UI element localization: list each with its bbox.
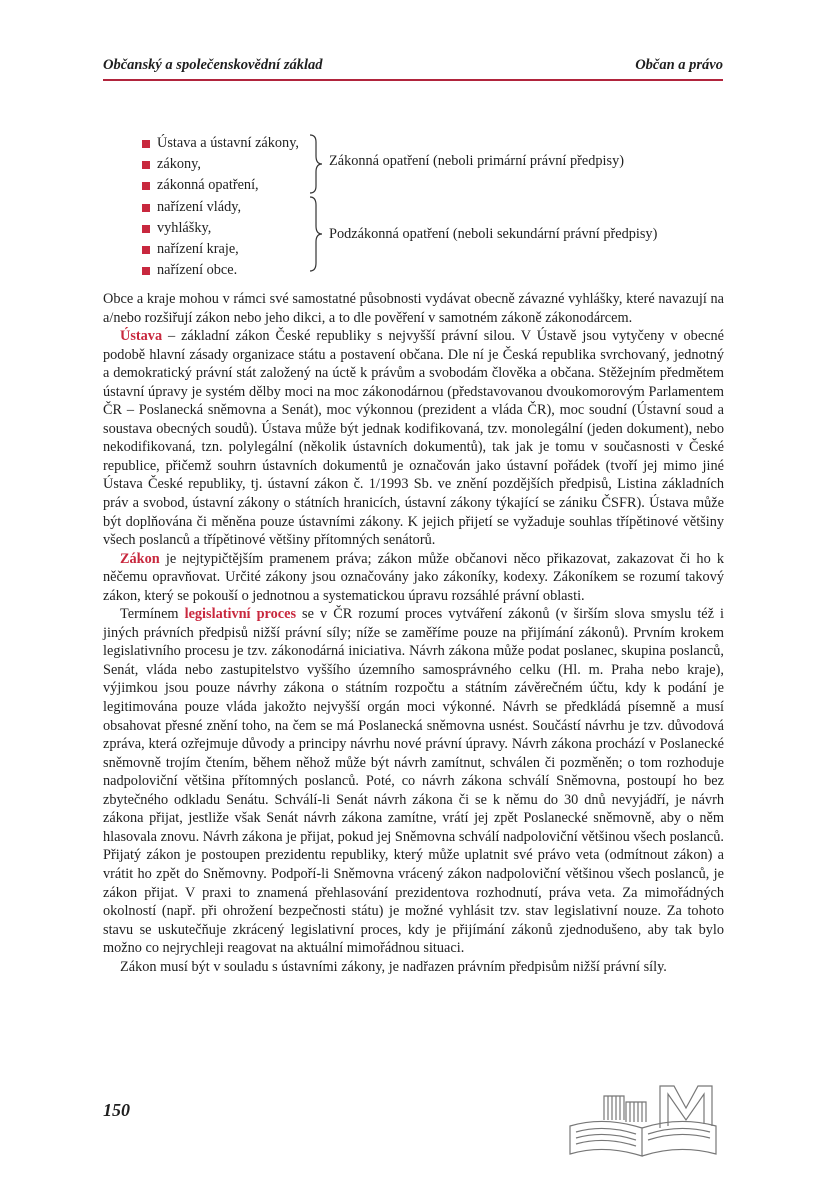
list-item: Ústava a ústavní zákony, — [142, 133, 299, 154]
header-chapter-title: Občan a právo — [635, 57, 723, 73]
page-number: 150 — [103, 1100, 130, 1120]
bullet-square-icon — [142, 267, 150, 275]
paragraph-hierarchy: Zákon musí být v souladu s ústavními zákony, je nadřazen právním předpisům nižší právní síly. — [120, 958, 667, 975]
paragraph-legislative-process: Termínem legislativní proces se v ČR rozumí proces vytváření zákonů (v širším slova smyslu též i jiných právních předpisů nižší právní síly; níže se zaměříme pouze na přijímání zákonů). Prvním krokem legislativního procesu je tzv. zákonodárná iniciativa. Návrh zákona může podat poslanec, skupina poslanců, Senát, vláda nebo zastupitelstvo vyššího územního samosprávného celku (Hl. m. Praha nebo kraje), výjimkou jsou pouze návrhy zákona o státním rozpočtu a státním závěrečném účtu, kdy k podání je legitimována pouze vláda jakožto nejvyšší orgán moci výkonné. Návrh se předkládá písemně a musí obsahovat přesné znění toho, na čem se má Poslanecká sněmovna usnést. Součástí návrhu je tzv. důvodová zpráva, která ozřejmuje důvody a principy návrhu nové právní úpravy. Návrh zákona prochází v Poslanecké sněmovně trojím čtením, během něhož může být návrh zamítnut, schválen či pozměněn; o tom rozhoduje nadpoloviční většina přítomných poslanců. Poté, co návrh zákona schválí Sněmovna, postoupí ho bez zbytečného odkladu Senátu. Schválí-li Senát návrh zákona či se k němu do 30 dnů nevyjádří, je návrh zákona přijat, jestliže však Senát návrh zákona zamítne, vrátí jej zpět Poslanecké sněmovně, aby o něm hlasovala znovu. Návrh zákona je přijat, pokud jej Sněmovna schválí nadpoloviční většinou všech poslanců. Přijatý zákon je postoupen prezidentu republiky, který může uplatnit své právo veta (odmítnout zákon) a vrátit ho zpět do Sněmovny. Podpoří-li Sněmovna vrácený zákon nadpoloviční většinou všech poslanců, je zákon přijat. V praxi to znamená přehlasování prezidentova rozhodnutí, práva veta. Za mimořádných okolností (např. při ohrožení bezpečnosti státu) je možné vyhlásit tzv. stav legislativní nouze. Za tohoto stavu se uskutečňuje zkrácený legislativní proces, kdy je přijímání zákonů zjednodušeno, aby tak bylo možno co nejrychleji reagovat na aktuální mimořádnou situaci. — [103, 606, 724, 957]
bullet-square-icon — [142, 225, 150, 233]
paragraph-municipal-decrees: Obce a kraje mohou v rámci své samostatné působnosti vydávat obecně závazné vyhlášky, které navazují na a/nebo rozšiřují zákon nebo jeho dikci, a to dle pověření v samotném zákoně zákonodárcem. — [103, 291, 724, 326]
brace-secondary-icon — [308, 196, 324, 272]
paragraph-law: Zákon je nejtypičtějším pramenem práva; zákon může občanovi něco přikazovat, zakazovat či ho k něčemu opravňovat. Určité zákony jsou označovány jako zákoníky, kodexy. Zákoníkem se rozumí takový zákon, který se pokouší o jednotnou a systematickou úpravu rozsáhlé právní oblasti. — [103, 550, 724, 604]
bullet-square-icon — [142, 204, 150, 212]
term-ustava: Ústava — [120, 328, 163, 345]
header-rule — [103, 79, 723, 81]
bullet-square-icon — [142, 182, 150, 190]
list-item: nařízení obce. — [142, 260, 299, 281]
bullet-square-icon — [142, 140, 150, 148]
bullet-square-icon — [142, 246, 150, 254]
running-header — [103, 57, 723, 81]
list-item: zákony, — [142, 154, 299, 175]
list-item: vyhlášky, — [142, 218, 299, 239]
main-text — [103, 290, 724, 976]
list-item: nařízení vlády, — [142, 197, 299, 218]
header-book-title: Občanský a společenskovědní základ — [103, 57, 323, 73]
term-legislativni-proces: legislativní proces — [184, 606, 297, 623]
legal-sources-list — [142, 133, 299, 281]
list-item: nařízení kraje, — [142, 239, 299, 260]
paragraph-constitution: Ústava – základní zákon České republiky s nejvyšší právní silou. V Ústavě jsou vytyčeny v obecné podobě hlavní zásady organizace státu a postavení občana. Dle ní je Česká republika svrchovaný, jednotný a demokratický právní stát založený na úctě k právům a svobodám člověka a občana. Stěžejním předmětem ústavní úpravy je systém dělby moci na moc zákonodárnou (představovanou dvoukomorovým Parlamentem ČR – Poslanecká sněmovna a Senát), moc výkonnou (prezident a vláda ČR), moc soudní (Ústavní soud a soustava obecných soudů). Ústava může být jednak kodifikovaná, tzv. monolegální (jeden dokument), nebo nekodifikovaná, tzn. polylegální (několik ústavních dokumentů), tak jak je tomu v současnosti v České republice, přičemž souhrn ústavních dokumentů je označován jako ústavní pořádek (tvoří jej mimo jiné Ústava České republiky, tj. ústavní zákon č. 1/1993 Sb. ve znění pozdějších předpisů, Listina základních práv a svobod, ústavní zákony o státních hranicích, ústavní zákony týkající se zániku ČSFR). Ústava může být doplňována či měněna pouze ústavními zákony. K jejich přijetí se vyžaduje souhlas třípětinové většiny všech poslanců a třípětinové většiny přítomných senátorů. — [103, 328, 724, 549]
group-label-secondary: Podzákonná opatření (neboli sekundární právní předpisy) — [329, 226, 658, 242]
term-zakon: Zákon — [120, 550, 160, 567]
brace-primary-icon — [308, 134, 324, 194]
books-logo-icon — [564, 1076, 724, 1160]
group-label-primary: Zákonná opatření (neboli primární právní předpisy) — [329, 153, 624, 169]
bullet-square-icon — [142, 161, 150, 169]
list-item: zákonná opatření, — [142, 175, 299, 196]
